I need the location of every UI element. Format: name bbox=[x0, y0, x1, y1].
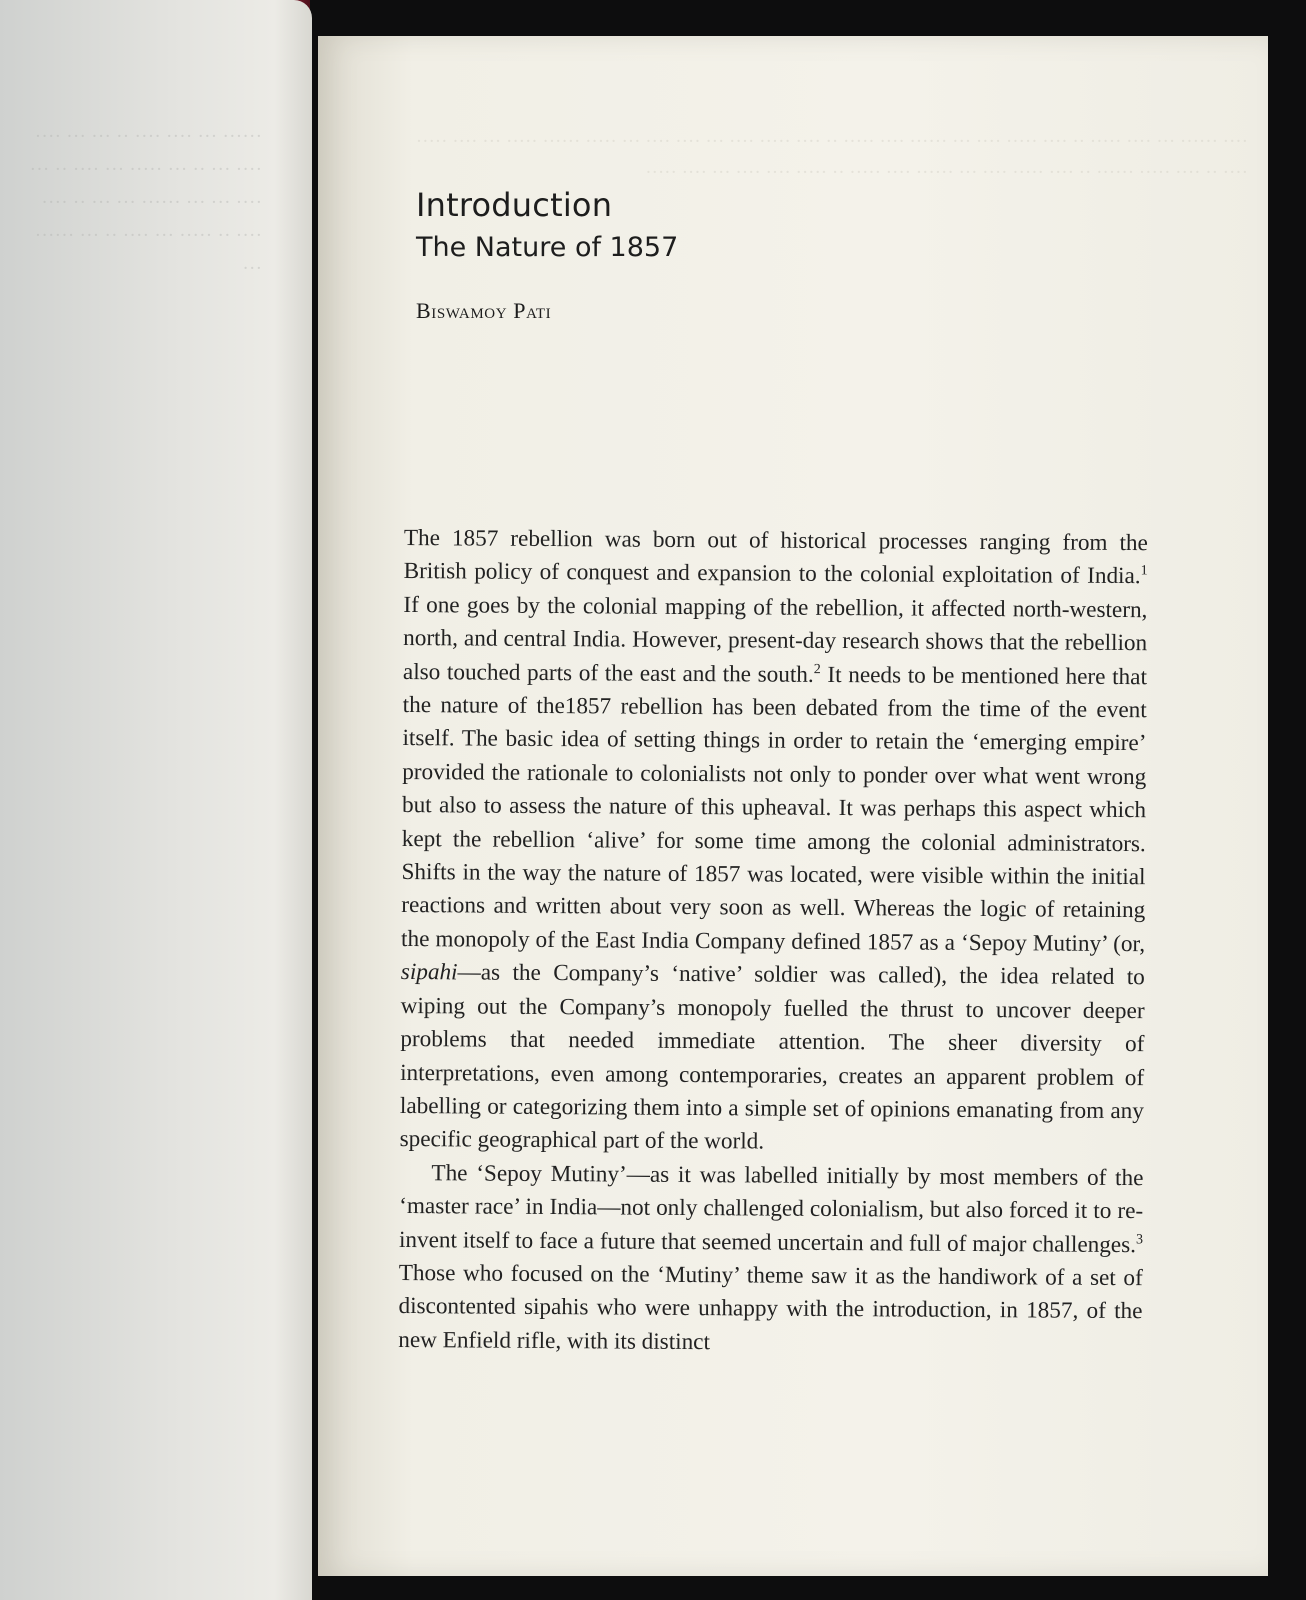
paragraph-2-text-b: Those who focused on the ‘Mutiny’ theme saw it as the handiwork of a set of discontented sipahis who were unhappy with the introduction, in 1857, of the new Enfield rifle, with its distinct bbox=[398, 1259, 1143, 1355]
paragraph-1-italic-term: sipahi bbox=[400, 959, 458, 986]
paragraph-1-text-c: It needs to be mentioned here that the nature of the1857 rebellion has been debated from the time of the event itself. The basic idea of setting things in order to retain the ‘emerging empire’ provided the rationale to colonialists not only to ponder over what went wrong but also to assess the nature of this upheaval. It was perhaps this aspect which kept the rebellion ‘alive’ for some time among the colonial administrators. Shifts in the way the nature of 1857 was located, were visible within the initial reactions and written about very soon as well. Whereas the logic of retaining the monopoly of the East India Company defined 1857 as a ‘Sepoy Mutiny’ (or, bbox=[400, 661, 1148, 958]
chapter-subtitle: The Nature of 1857 bbox=[416, 232, 679, 263]
show-through-text: ···· ······ ··· ···· ····· ·· ···· ····· ···· ··· ······ ···· ····· ·· ···· ····· ···· ··· ···· ···· ··· ····· ······ ····· ··· ···· ····· ···· ·· ···· ····· ······ ·· ···· ····· ···· ··· ······ ···· ····· ·· ····· ···· ···· ··· ···· ····· bbox=[415, 131, 1248, 183]
paragraph-1 bbox=[400, 522, 1148, 1162]
paragraph-2-text-a: The ‘Sepoy Mutiny’—as it was labelled initially by most members of the ‘master race’ in India—not only challenged colonialism, but also forced it to re-invent itself to face a future that seemed uncertain and full of major challenges. bbox=[398, 1159, 1144, 1258]
left-page-show-through: ······ ··· ···· ···· ·· ··· ··· ···· ···· ··· ·· ··· ····· ··· ···· ·· ··· ···· ··· ··· ······ ··· ··· ·· ···· ···· ·· ····· ··· ···· ·· ··· ······ ··· bbox=[29, 126, 262, 279]
footnote-marker-3: 3 bbox=[1135, 1231, 1144, 1247]
body-text bbox=[398, 522, 1148, 1362]
left-page bbox=[0, 0, 312, 1600]
footnote-marker-2: 2 bbox=[813, 661, 821, 677]
right-page bbox=[318, 36, 1268, 1576]
paragraph-1-text-d: —as the Company’s ‘native’ soldier was called), the idea related to wiping out the Company’s monopoly fuelled the thrust to uncover deeper problems that needed immediate attention. The sheer diversity of interpretations, even among contemporaries, creates an apparent problem of labelling or categorizing them into a simple set of opinions emanating from any specific geographical part of the world. bbox=[399, 959, 1145, 1155]
paragraph-1-text-b: If one goes by the colonial mapping of the rebellion, it affected north-western, north, and central India. However, present-day research shows that the rebellion also touched parts of the east and the south. bbox=[402, 591, 1148, 688]
paragraph-2 bbox=[398, 1157, 1143, 1363]
chapter-title: Introduction bbox=[416, 186, 613, 224]
author-name: Biswamoy Pati bbox=[416, 298, 552, 323]
paragraph-1-text-a: The 1857 rebellion was born out of historical processes ranging from the British policy of conquest and expansion to the colonial exploitation of India. bbox=[403, 524, 1148, 590]
footnote-marker-1: 1 bbox=[1140, 563, 1148, 579]
